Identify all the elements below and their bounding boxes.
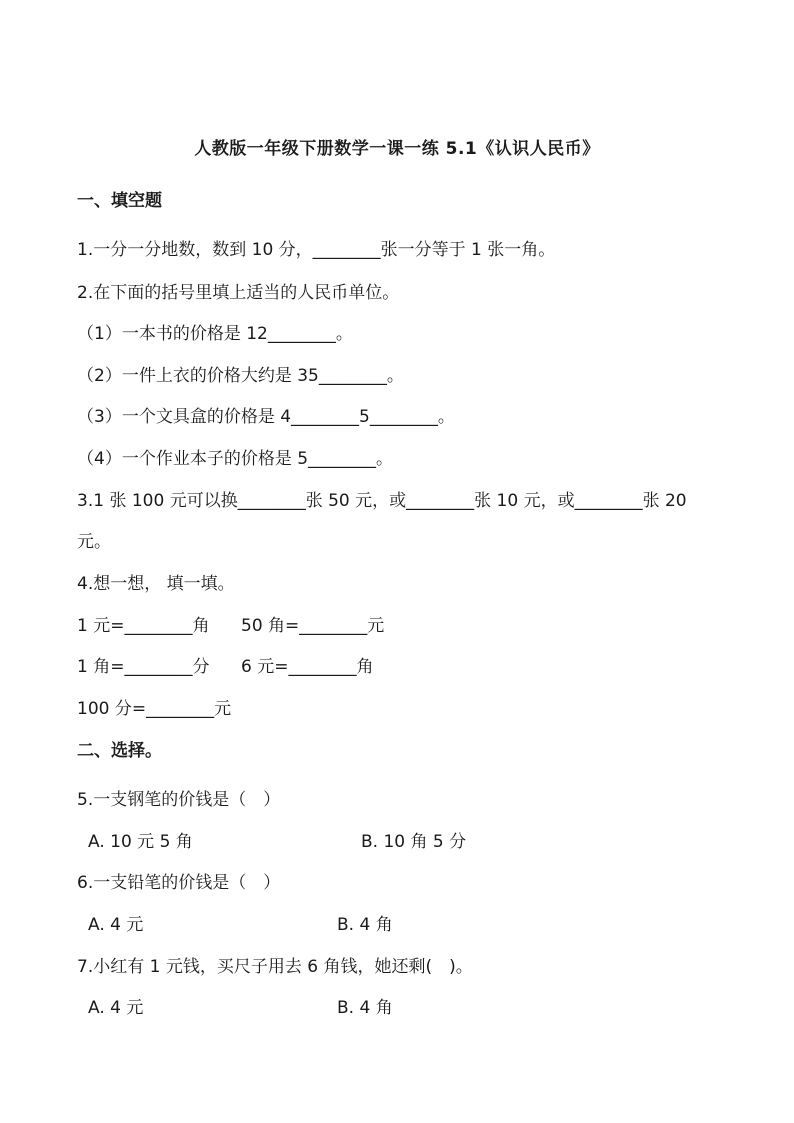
question-3-line-2: 元。 bbox=[77, 532, 111, 552]
question-1: 1.一分一分地数，数到 10 分，________张一分等于 1 张一角。 bbox=[77, 240, 556, 260]
question-7-option-b: B. 4 角 bbox=[337, 998, 393, 1018]
question-6-option-b: B. 4 角 bbox=[337, 915, 393, 935]
question-5-option-a: A. 10 元 5 角 bbox=[88, 832, 193, 852]
question-6-option-a: A. 4 元 bbox=[88, 915, 144, 935]
question-6-stem: 6.一支铅笔的价钱是（ ） bbox=[77, 873, 281, 893]
question-5-option-b: B. 10 角 5 分 bbox=[361, 832, 467, 852]
page-title: 人教版一年级下册数学一课一练 5.1《认识人民币》 bbox=[194, 139, 600, 159]
question-4-blank-jiao-to-yuan: 50 角=________元 bbox=[241, 616, 385, 636]
question-3-line-1: 3.1 张 100 元可以换________张 50 元，或________张 10 元，或________张 20 bbox=[77, 491, 687, 511]
question-5-stem: 5.一支钢笔的价钱是（ ） bbox=[77, 790, 281, 810]
question-4-stem: 4.想一想， 填一填。 bbox=[77, 574, 235, 594]
question-4-blank-yuan-to-jiao-2: 6 元=________角 bbox=[241, 657, 374, 677]
question-2-item-2: （2）一件上衣的价格大约是 35________。 bbox=[77, 366, 404, 386]
section-heading-fill-in: 一、填空题 bbox=[77, 191, 162, 211]
question-4-blank-jiao-to-fen: 1 角=________分 bbox=[77, 657, 210, 677]
section-heading-choice: 二、选择。 bbox=[77, 741, 162, 761]
question-4-blank-fen-to-yuan: 100 分=________元 bbox=[77, 699, 232, 719]
question-7-stem: 7.小红有 1 元钱，买尺子用去 6 角钱，她还剩( )。 bbox=[77, 957, 473, 977]
question-2-item-3: （3）一个文具盒的价格是 4________5________。 bbox=[77, 407, 455, 427]
question-7-option-a: A. 4 元 bbox=[88, 998, 144, 1018]
question-2-item-1: （1）一本书的价格是 12________。 bbox=[77, 324, 353, 344]
question-2-stem: 2.在下面的括号里填上适当的人民币单位。 bbox=[77, 283, 400, 303]
question-2-item-4: （4）一个作业本子的价格是 5________。 bbox=[77, 449, 394, 469]
question-4-blank-yuan-to-jiao: 1 元=________角 bbox=[77, 616, 210, 636]
